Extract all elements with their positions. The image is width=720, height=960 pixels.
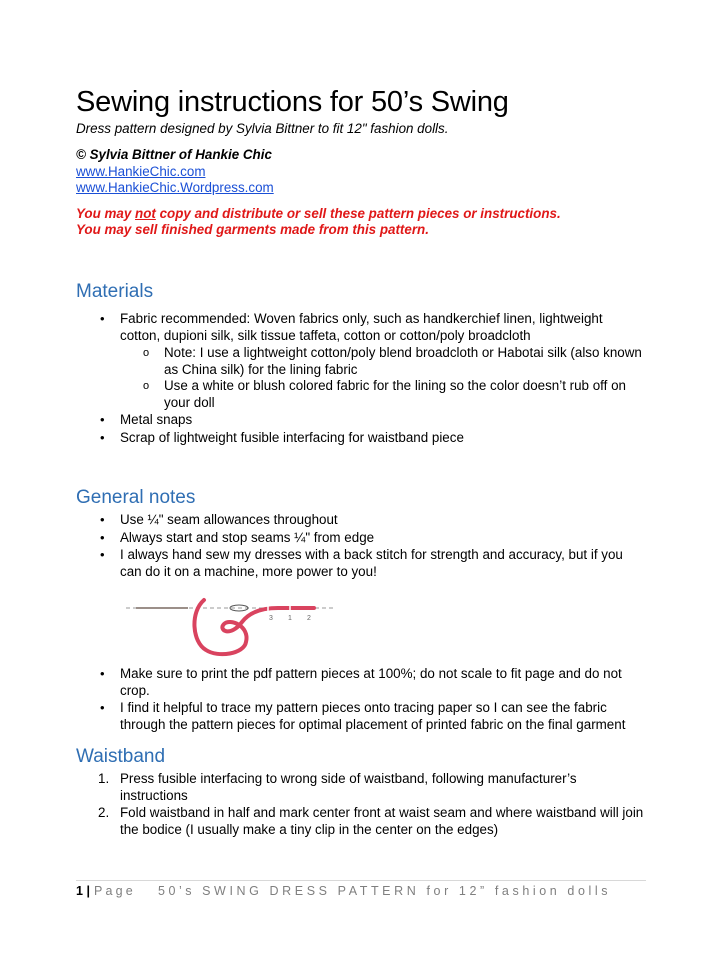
footer-divider: [76, 880, 646, 881]
materials-item-interfacing: Scrap of lightweight fusible interfacing for waistband piece: [120, 430, 464, 445]
footer-page-word: Page: [93, 884, 136, 898]
bullet-icon: •: [100, 700, 105, 715]
notes-item-trace-line1: I find it helpful to trace my pattern pieces onto tracing paper so I can see the fabric: [120, 700, 607, 715]
waistband-heading: Waistband: [76, 746, 166, 767]
sub-bullet-icon: o: [143, 347, 150, 359]
bullet-icon: •: [100, 412, 105, 427]
sell-permission-note: You may sell finished garments made from this pattern.: [76, 222, 429, 237]
materials-heading: Materials: [76, 281, 154, 302]
bullet-icon: •: [100, 547, 105, 562]
materials-subitem-color-line1: Use a white or blush colored fabric for the lining so the color doesn’t rub off on: [164, 378, 626, 393]
page-subtitle: Dress pattern designed by Sylvia Bittner to fit 12" fashion dolls.: [76, 121, 449, 136]
copyright-notice: © Sylvia Bittner of Hankie Chic: [76, 147, 272, 162]
notes-item-back-stitch-line1: I always hand sew my dresses with a back stitch for strength and accuracy, but if you: [120, 547, 623, 562]
notes-item-trace-line2: through the pattern pieces for optimal placement of printed fabric on the final garment: [120, 717, 626, 732]
footer-document-title: 50’s SWING DRESS PATTERN for 12” fashion dolls: [157, 884, 612, 898]
notes-item-seam-allowance: Use ¼" seam allowances throughout: [120, 512, 338, 527]
bullet-icon: •: [100, 666, 105, 681]
page-title: Sewing instructions for 50’s Swing: [76, 86, 509, 118]
materials-item-fabric-line1: Fabric recommended: Woven fabrics only, such as handkerchief linen, lightweight: [120, 311, 603, 326]
waistband-step1-line2: instructions: [120, 788, 188, 803]
blog-link[interactable]: www.HankieChic.Wordpress.com: [76, 180, 274, 195]
waistband-step2-line2: the bodice (I usually make a tiny clip in the center on the edges): [120, 822, 499, 837]
bullet-icon: •: [100, 530, 105, 545]
bullet-icon: •: [100, 430, 105, 445]
bullet-icon: •: [100, 311, 105, 326]
warning-text-post: copy and distribute or sell these pattern pieces or instructions.: [155, 206, 561, 221]
sub-bullet-icon: o: [143, 380, 150, 392]
bullet-icon: •: [100, 512, 105, 527]
copy-warning: [76, 206, 561, 221]
materials-item-snaps: Metal snaps: [120, 412, 193, 427]
step-number: 1.: [98, 771, 110, 786]
warning-emphasis-not: not: [135, 206, 156, 221]
waistband-step2-line1: Fold waistband in half and mark center front at waist seam and where waistband will join: [120, 805, 644, 820]
footer-separator: |: [86, 884, 90, 898]
back-stitch-illustration: [118, 592, 338, 662]
notes-item-print-line1: Make sure to print the pdf pattern pieces at 100%; do not scale to fit page and do not: [120, 666, 622, 681]
stitch-label-1: 1: [288, 615, 292, 622]
footer-page-number: 1: [76, 884, 83, 898]
website-link[interactable]: www.HankieChic.com: [76, 164, 206, 179]
stitch-label-3: 3: [269, 615, 273, 622]
materials-item-fabric-line2: cotton, dupioni silk, silk tissue taffeta, cotton or cotton/poly broadcloth: [120, 328, 531, 343]
general-notes-heading: General notes: [76, 487, 196, 508]
materials-subitem-color-line2: your doll: [164, 395, 215, 410]
page-footer: [76, 884, 611, 898]
step-number: 2.: [98, 805, 110, 820]
materials-subitem-lining-line1: Note: I use a lightweight cotton/poly blend broadcloth or Habotai silk (also known: [164, 345, 642, 360]
notes-item-print-line2: crop.: [120, 683, 150, 698]
materials-subitem-lining-line2: as China silk) for the lining fabric: [164, 362, 358, 377]
notes-item-start-stop: Always start and stop seams ¼" from edge: [120, 530, 375, 545]
notes-item-back-stitch-line2: can do it on a machine, more power to you!: [120, 564, 377, 579]
stitch-label-2: 2: [307, 615, 311, 622]
warning-text-pre: You may: [76, 206, 136, 221]
waistband-step1-line1: Press fusible interfacing to wrong side of waistband, following manufacturer’s: [120, 771, 577, 786]
